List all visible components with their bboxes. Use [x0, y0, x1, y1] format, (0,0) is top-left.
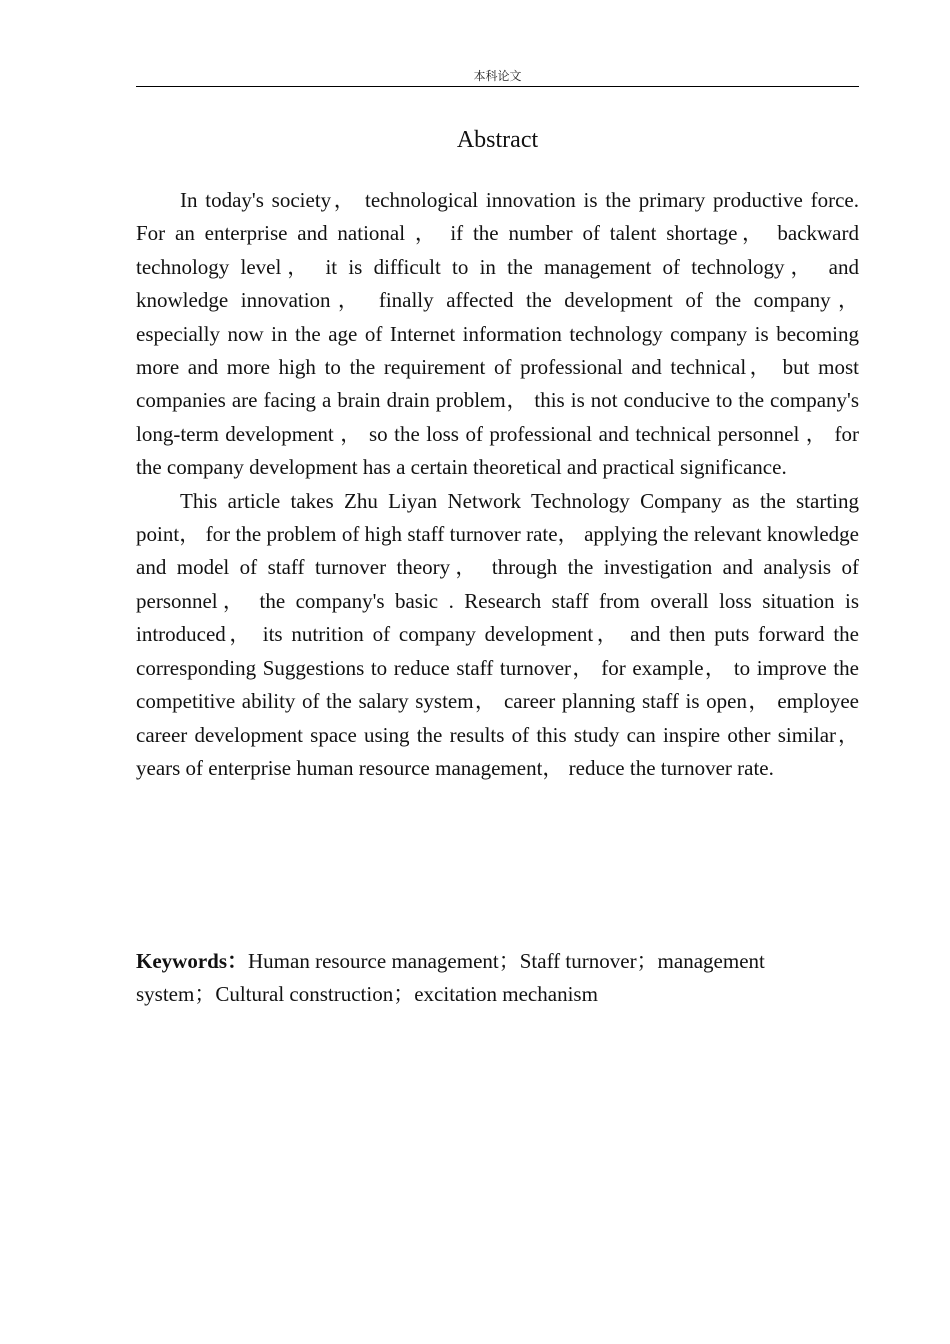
running-header: 本科论文 [136, 66, 859, 87]
keywords-label: Keywords： [136, 949, 248, 973]
abstract-paragraph-2: This article takes Zhu Liyan Network Technology Company as the starting point， for the problem of high staff turnover rate， applying the relevant knowledge and model of staff turnover theory， through the investigation and analysis of personnel， the company's basic . Research staff from overall loss situation is introduced， its nutrition of company development， and then puts forward the corresponding Suggestions to reduce staff turnover， for example， to improve the competitive ability of the salary system， career planning staff is open， employee career development space using the results of this study can inspire other similar， years of enterprise human resource management， reduce the turnover rate. [136, 488, 859, 780]
keywords-block [136, 945, 836, 1012]
abstract-paragraph-1: In today's society， technological innovation is the primary productive force. For an enterprise and national ， if the number of talent shortage， backward technology level， it is difficult to in the management of technology， and knowledge innovation， finally affected the development of the company， especially now in the age of Internet information technology company is becoming more and more high to the requirement of professional and technical， but most companies are facing a brain drain problem， this is not conducive to the company's long-term development ， so the loss of professional and technical personnel ， for the company development has a certain theoretical and practical significance. [136, 188, 859, 480]
abstract-title: Abstract [456, 127, 539, 153]
abstract-body [136, 184, 859, 785]
keywords-text: Human resource management；Staff turnover；management system；Cultural construction；excitation mechanism [136, 949, 765, 1007]
